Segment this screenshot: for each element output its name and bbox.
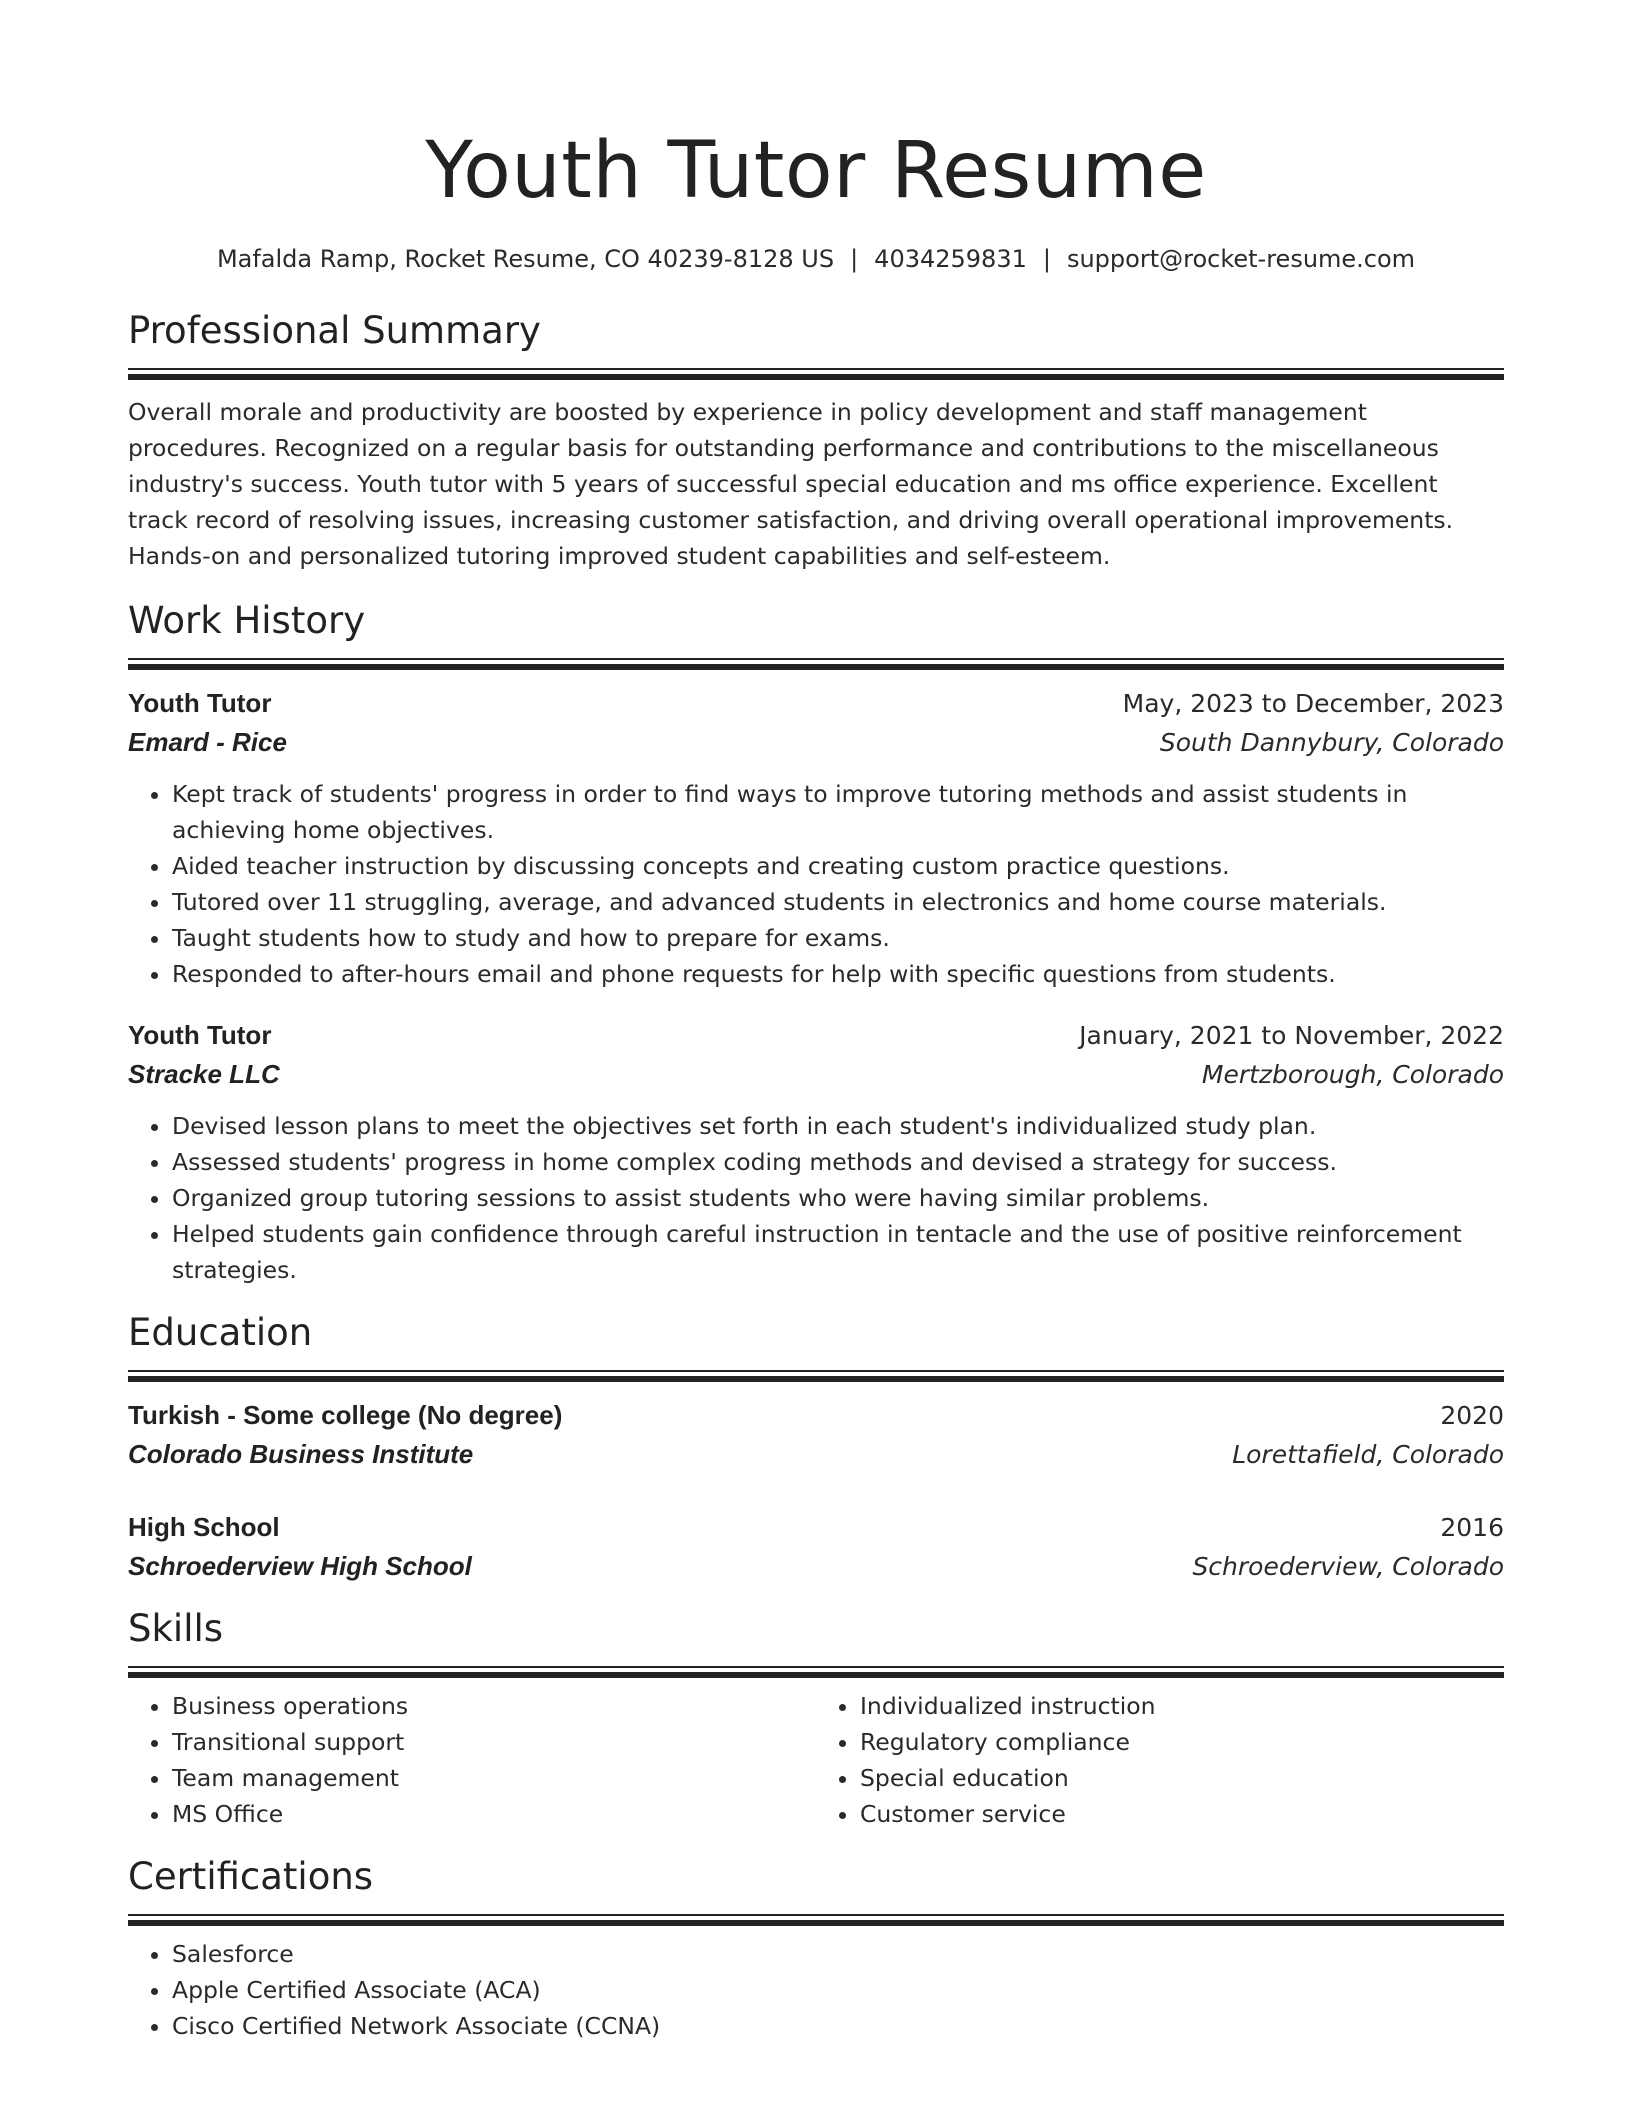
- education-entry: [128, 1396, 1504, 1474]
- skill-item: • Transitional support: [172, 1724, 816, 1760]
- job-bullets: [128, 776, 1504, 992]
- skills-section: [128, 1604, 1504, 1832]
- education-school-row: [128, 1547, 1504, 1586]
- skills-column-right: [816, 1688, 1504, 1832]
- job-bullets: [128, 1108, 1504, 1288]
- section-divider: [128, 1914, 1504, 1926]
- skills-list: [816, 1688, 1504, 1832]
- certification-item: • Salesforce: [172, 1936, 1504, 1972]
- education-entry: [128, 1508, 1504, 1586]
- job-title: Youth Tutor: [128, 1020, 272, 1050]
- certifications-section: [128, 1852, 1504, 2044]
- summary-section: [128, 306, 1504, 574]
- job-bullet: • Responded to after-hours email and phone requests for help with specific questions from students.: [172, 956, 1504, 992]
- education-section: [128, 1308, 1504, 1586]
- contact-email[interactable]: support@rocket-resume.com: [1066, 245, 1416, 273]
- job-bullet: • Aided teacher instruction by discussing concepts and creating custom practice questions.: [172, 848, 1504, 884]
- resume-title: Youth Tutor Resume: [425, 126, 1207, 216]
- education-header-row: [128, 1396, 1504, 1435]
- education-degree: High School: [128, 1512, 280, 1542]
- education-header-row: [128, 1508, 1504, 1547]
- job-bullet: • Taught students how to study and how to prepare for exams.: [172, 920, 1504, 956]
- section-divider: [128, 1666, 1504, 1678]
- contact-phone: 4034259831: [874, 245, 1027, 273]
- section-heading-certifications: Certifications: [128, 1855, 374, 1898]
- education-school-row: [128, 1435, 1504, 1474]
- education-year: 2016: [1440, 1513, 1504, 1542]
- section-heading-work: Work History: [128, 599, 366, 642]
- skill-item: • Business operations: [172, 1688, 816, 1724]
- job-location: South Dannybury, Colorado: [1159, 728, 1504, 757]
- job-header-row: [128, 1016, 1504, 1055]
- skill-item: • Special education: [860, 1760, 1504, 1796]
- certification-item: • Cisco Certified Network Associate (CCNA): [172, 2008, 1504, 2044]
- job-bullet: • Devised lesson plans to meet the objectives set forth in each student's individualized study plan.: [172, 1108, 1504, 1144]
- job-bullet: • Organized group tutoring sessions to assist students who were having similar problems.: [172, 1180, 1504, 1216]
- section-divider: [128, 658, 1504, 670]
- summary-text: Overall morale and productivity are boosted by experience in policy development and staff management procedures. Recognized on a regular basis for outstanding performance and contributions to the miscellaneous industry's success. Youth tutor with 5 years of successful special education and ms office experience. Excellent track record of resolving issues, increasing customer satisfaction, and driving overall operational improvements. Hands-on and personalized tutoring improved student capabilities and self-esteem.: [128, 398, 1454, 570]
- section-divider: [128, 1370, 1504, 1382]
- job-company: Stracke LLC: [128, 1059, 280, 1089]
- skill-item: • MS Office: [172, 1796, 816, 1832]
- section-heading-summary: Professional Summary: [128, 309, 541, 352]
- certification-item: • Apple Certified Associate (ACA): [172, 1972, 1504, 2008]
- skills-grid: [128, 1688, 1504, 1832]
- work-history-section: [128, 596, 1504, 1288]
- skill-item: • Team management: [172, 1760, 816, 1796]
- education-degree: Turkish - Some college (No degree): [128, 1400, 563, 1430]
- job-bullet: • Kept track of students' progress in order to find ways to improve tutoring methods and assist students in achieving home objectives.: [172, 776, 1504, 848]
- education-location: Lorettafield, Colorado: [1232, 1440, 1504, 1469]
- job-company-row: [128, 723, 1504, 762]
- job-header-row: [128, 684, 1504, 723]
- contact-address: Mafalda Ramp, Rocket Resume, CO 40239-8128 US: [216, 245, 835, 273]
- job-title: Youth Tutor: [128, 688, 272, 718]
- education-location: Schroederview, Colorado: [1192, 1552, 1504, 1581]
- job-bullet: • Assessed students' progress in home complex coding methods and devised a strategy for success.: [172, 1144, 1504, 1180]
- skills-list: [128, 1688, 816, 1832]
- education-year: 2020: [1440, 1401, 1504, 1430]
- job-entry: [128, 684, 1504, 992]
- job-dates: May, 2023 to December, 2023: [1122, 689, 1504, 718]
- job-bullet: • Tutored over 11 struggling, average, and advanced students in electronics and home course materials.: [172, 884, 1504, 920]
- job-entry: [128, 1016, 1504, 1288]
- contact-separator: |: [1042, 245, 1051, 273]
- job-location: Mertzborough, Colorado: [1201, 1060, 1504, 1089]
- skill-item: • Customer service: [860, 1796, 1504, 1832]
- skills-column-left: [128, 1688, 816, 1832]
- job-company-row: [128, 1055, 1504, 1094]
- job-dates: January, 2021 to November, 2022: [1079, 1021, 1504, 1050]
- section-heading-education: Education: [128, 1311, 313, 1354]
- education-school: Schroederview High School: [128, 1551, 472, 1581]
- skill-item: • Individualized instruction: [860, 1688, 1504, 1724]
- section-heading-skills: Skills: [128, 1607, 224, 1650]
- section-divider: [128, 368, 1504, 380]
- contact-line: [128, 242, 1504, 276]
- certifications-list: [128, 1936, 1504, 2044]
- education-school: Colorado Business Institute: [128, 1439, 474, 1469]
- job-company: Emard - Rice: [128, 727, 287, 757]
- skill-item: • Regulatory compliance: [860, 1724, 1504, 1760]
- job-bullet: • Helped students gain confidence through careful instruction in tentacle and the use of positive reinforcement strategies.: [172, 1216, 1504, 1288]
- contact-separator: |: [850, 245, 859, 273]
